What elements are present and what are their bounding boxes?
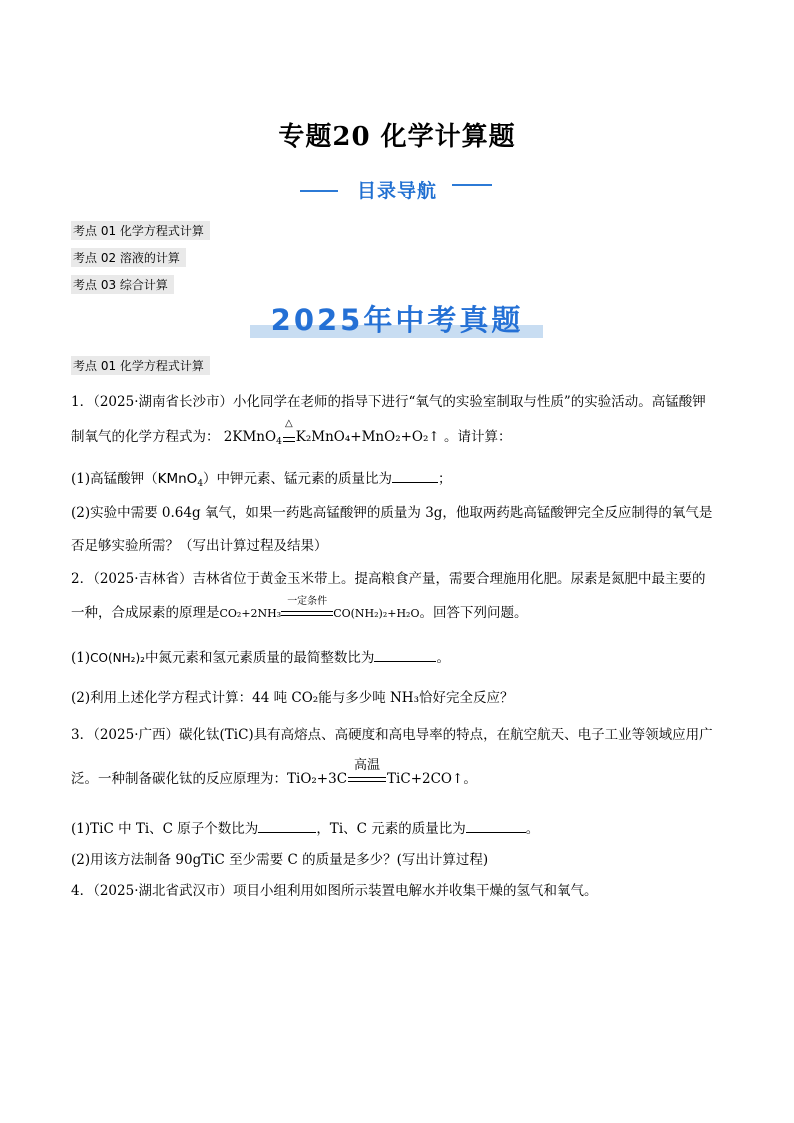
q3-line2 (71, 758, 477, 787)
q3-part1-a: (1)TiC 中 Ti、C 原子个数比为 (71, 821, 259, 837)
q2-eq-reactants: CO₂+2NH₃ (219, 607, 282, 620)
q1-part2-line1: (2)实验中需要 0.64g 氧气，如果一药匙高锰酸钾的质量为 3g，他取两药匙高锰酸钾完全反应制得的氧气是 (71, 505, 713, 521)
q2-eq-products: CO(NH₂)₂+H₂O (333, 607, 420, 620)
q3-part1-blank2[interactable] (466, 820, 526, 833)
q1-part1-pre: (1)高锰酸钾（ (71, 471, 158, 487)
q2-part1-pre: (1) (71, 650, 91, 666)
q2-part1-post: 中氮元素和氢元素质量的最简整数比为 (144, 650, 375, 666)
section-banner: 2025年中考真题 (270, 303, 524, 337)
q1-line2-pre: 制氧气的化学方程式为： (71, 429, 220, 445)
q3-eq-reactants: TiO₂+3C (287, 771, 348, 787)
q3-eq-condition: 高温 (354, 758, 381, 773)
q3-part1-b: ，Ti、C 元素的质量比为 (316, 821, 466, 837)
q3-part1 (71, 817, 539, 837)
toc-item-03[interactable]: 考点 03 综合计算 (71, 275, 174, 294)
q3-part1-blank1[interactable] (258, 820, 316, 833)
section-label: 考点 01 化学方程式计算 (71, 356, 210, 375)
q1-part1-formula: KMnO (157, 471, 198, 487)
q1-part2-line2: 否足够实验所需？（写出计算过程及结果） (71, 538, 328, 554)
q1-equation: 2KMnO$_4$ △ K₂MnO₄+MnO₂+O₂↑ (223, 418, 440, 447)
q2-line2 (71, 596, 528, 621)
q3-line2-pre: 泛。一种制备碳化钛的反应原理为： (71, 771, 287, 787)
q2-line2-pre: 一种，合成尿素的原理是 (71, 605, 220, 621)
q3-line1: 3．（2025·广西）碳化钛(TiC)具有高熔点、高硬度和高电导率的特点，在航空航天、电子工业等领域应用广 (71, 727, 713, 743)
q2-part1-end: 。 (436, 650, 450, 666)
q3-eq-products: TiC+2CO↑ (387, 771, 464, 787)
q2-line2-post: 。回答下列问题。 (419, 605, 528, 621)
q4-line1: 4．（2025·湖北省武汉市）项目小组利用如图所示装置电解水并收集干燥的氢气和氧气。 (71, 883, 598, 899)
nav-label: 目录导航 (356, 180, 437, 202)
q3-part2: (2)用该方法制备 90gTiC 至少需要 C 的质量是多少？(写出计算过程) (71, 852, 489, 868)
toc-item-02[interactable]: 考点 02 溶液的计算 (71, 248, 186, 267)
q2-eq-condition: 一定条件 (287, 596, 328, 607)
q1-part1-end: ； (438, 471, 452, 487)
q3-part1-end: 。 (525, 821, 540, 837)
q2-part1 (71, 646, 450, 666)
q1-part1-blank[interactable] (392, 470, 438, 483)
toc-nav-header (0, 174, 794, 208)
q2-line1: 2．（2025·吉林省）吉林省位于黄金玉米带上。提高粮食产量，需要合理施用化肥。尿素是氮肥中最主要的 (71, 571, 706, 587)
q1-eq-condition: △ (284, 418, 293, 429)
q1-eq-reactant: 2KMnO (223, 429, 277, 445)
toc-item-01[interactable]: 考点 01 化学方程式计算 (71, 221, 210, 240)
q1-line1: 1．（2025·湖南省长沙市）小化同学在老师的指导下进行“氧气的实验室制取与性质”的实验活动。高锰酸钾 (71, 394, 706, 410)
q1-eq-products: K₂MnO₄+MnO₂+O₂↑ (295, 429, 440, 445)
q1-part1-post: ）中钾元素、锰元素的质量比为 (203, 471, 393, 487)
q1-part1: (1)高锰酸钾（KMnO$_4$）中钾元素、锰元素的质量比为 ； (71, 471, 452, 489)
page-title: 专题20 化学计算题 (278, 122, 516, 152)
q1-line2 (71, 418, 512, 447)
q1-line2-post: 。请计算： (444, 429, 512, 445)
q2-part1-formula: CO(NH₂)₂ (90, 651, 145, 665)
q2-part1-blank[interactable] (374, 649, 436, 662)
q2-part2: (2)利用上述化学方程式计算：44 吨 CO₂能与多少吨 NH₃恰好完全反应？ (71, 690, 514, 706)
q3-line2-post: 。 (463, 771, 477, 787)
